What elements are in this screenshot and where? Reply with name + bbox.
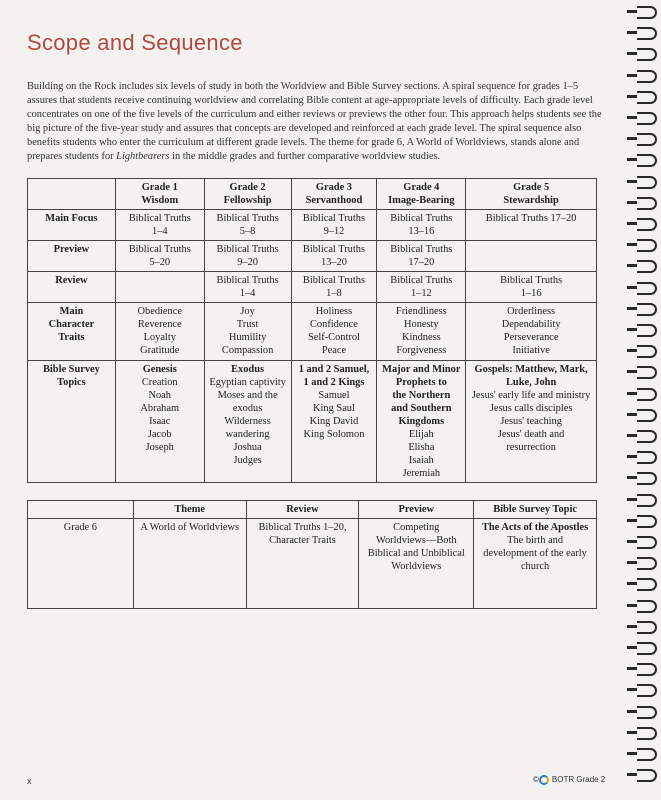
intro-italic-title: Lightbearers xyxy=(116,150,170,162)
binding-ring xyxy=(637,600,657,613)
table-cell: Gospels: Matthew, Mark, Luke, John Jesus' early life and ministry Jesus calls disciples Jesus' teaching Jesus' death and resurrection xyxy=(466,361,597,483)
grade-header: Grade 1 Wisdom xyxy=(115,179,204,210)
spiral-binding xyxy=(625,0,661,800)
table-cell: Friendliness Honesty Kindness Forgiveness xyxy=(377,303,466,361)
binding-ring xyxy=(637,6,657,19)
table-cell: Biblical Truths 1–12 xyxy=(377,272,466,303)
copyright-symbol: © xyxy=(533,775,539,785)
intro-text-b: in the middle grades and further comparative worldview studies. xyxy=(169,150,441,162)
binding-ring xyxy=(637,176,657,189)
grades-header-row xyxy=(28,179,597,210)
publisher-logo-icon xyxy=(539,775,549,785)
binding-ring xyxy=(637,451,657,464)
grade6-header-row xyxy=(28,501,597,519)
grade-header: Grade 5 Stewardship xyxy=(466,179,597,210)
table-cell: 1 and 2 Samuel, 1 and 2 Kings Samuel King Saul King David King Solomon xyxy=(291,361,377,483)
binding-ring xyxy=(637,748,657,761)
table-cell: Holiness Confidence Self-Control Peace xyxy=(291,303,377,361)
row-header: Preview xyxy=(28,241,116,272)
binding-ring xyxy=(637,515,657,528)
table-cell: The Acts of the Apostles The birth and development of the early church xyxy=(474,519,597,609)
binding-ring xyxy=(637,769,657,782)
table-cell: Orderliness Dependability Perseverance Initiative xyxy=(466,303,597,361)
table-cell: Exodus Egyptian captivity Moses and the exodus Wilderness wandering Joshua Judges xyxy=(204,361,291,483)
binding-ring xyxy=(637,324,657,337)
binding-ring xyxy=(637,70,657,83)
column-header: Bible Survey Topic xyxy=(474,501,597,519)
binding-ring xyxy=(637,218,657,231)
binding-ring xyxy=(637,557,657,570)
column-header: Preview xyxy=(359,501,474,519)
binding-ring xyxy=(637,388,657,401)
table-cell: Biblical Truths 1–16 xyxy=(466,272,597,303)
table-cell: Major and Minor Prophets to the Northern and Southern Kingdoms Elijah Elisha Isaiah Jeremiah xyxy=(377,361,466,483)
footer-publisher xyxy=(533,775,605,785)
binding-ring xyxy=(637,27,657,40)
corner-cell xyxy=(28,179,116,210)
table-cell: Biblical Truths 13–16 xyxy=(377,210,466,241)
table-cell: Joy Trust Humility Compassion xyxy=(204,303,291,361)
binding-ring xyxy=(637,260,657,273)
binding-ring xyxy=(637,494,657,507)
table-cell: Biblical Truths 1–4 xyxy=(115,210,204,241)
binding-ring xyxy=(637,197,657,210)
binding-ring xyxy=(637,91,657,104)
binding-ring xyxy=(637,133,657,146)
table-row xyxy=(28,210,597,241)
binding-ring xyxy=(637,663,657,676)
page-title: Scope and Sequence xyxy=(27,30,243,55)
table-row xyxy=(28,303,597,361)
table-cell: Biblical Truths 17–20 xyxy=(466,210,597,241)
binding-ring xyxy=(637,430,657,443)
binding-ring xyxy=(637,727,657,740)
column-header: Theme xyxy=(133,501,246,519)
table-row xyxy=(28,361,597,483)
scope-sequence-table xyxy=(27,178,597,483)
page-number: x xyxy=(27,776,32,786)
table-cell: Biblical Truths 9–12 xyxy=(291,210,377,241)
table-cell: Biblical Truths 1–4 xyxy=(204,272,291,303)
binding-ring xyxy=(637,536,657,549)
table-cell: Biblical Truths 1–20, Character Traits xyxy=(246,519,359,609)
binding-ring xyxy=(637,303,657,316)
table-cell: A World of Worldviews xyxy=(133,519,246,609)
table-cell: Obedience Reverence Loyalty Gratitude xyxy=(115,303,204,361)
row-header: Main Character Traits xyxy=(28,303,116,361)
row-header: Main Focus xyxy=(28,210,116,241)
row-header: Grade 6 xyxy=(28,519,134,609)
publisher-mark: BOTR Grade 2 xyxy=(551,775,606,785)
grade-header: Grade 3 Servanthood xyxy=(291,179,377,210)
table-cell: Competing Worldviews—Both Biblical and Unbiblical Worldviews xyxy=(359,519,474,609)
table-cell: Biblical Truths 1–8 xyxy=(291,272,377,303)
corner-cell xyxy=(28,501,134,519)
table-cell: Biblical Truths 13–20 xyxy=(291,241,377,272)
table-cell: Biblical Truths 5–20 xyxy=(115,241,204,272)
binding-ring xyxy=(637,154,657,167)
table-cell: Biblical Truths 9–20 xyxy=(204,241,291,272)
row-header: Bible Survey Topics xyxy=(28,361,116,483)
binding-ring xyxy=(637,472,657,485)
binding-ring xyxy=(637,684,657,697)
table-cell: Biblical Truths 17–20 xyxy=(377,241,466,272)
grade6-table xyxy=(27,500,597,609)
binding-ring xyxy=(637,366,657,379)
binding-ring xyxy=(637,642,657,655)
row-header: Review xyxy=(28,272,116,303)
binding-ring xyxy=(637,578,657,591)
table-cell xyxy=(115,272,204,303)
table-cell: Biblical Truths 5–8 xyxy=(204,210,291,241)
binding-ring xyxy=(637,345,657,358)
intro-paragraph xyxy=(27,80,609,163)
intro-text-a: Building on the Rock includes six levels of study in both the Worldview and Bible Survey sections. A spiral sequence for grades 1–5 assures that students receive continuing worldview and correlating Bible content at age-appropriate levels of difficulty. Each grade level concentrates on one of the five levels of the curriculum and either reviews or previews the other four. This approach helps students see the big picture of the five-year study and assures that concepts are developed and reinforced at each grade level. The spiral sequence also benefits students who enter the curriculum at different grade levels. The theme for grade 6, A World of Worldviews, stands alone and prepares students for xyxy=(27,81,602,162)
binding-ring xyxy=(637,239,657,252)
grade6-row xyxy=(28,519,597,609)
grade-header: Grade 2 Fellowship xyxy=(204,179,291,210)
table-cell xyxy=(466,241,597,272)
binding-ring xyxy=(637,621,657,634)
table-row xyxy=(28,272,597,303)
binding-ring xyxy=(637,48,657,61)
binding-ring xyxy=(637,112,657,125)
binding-ring xyxy=(637,409,657,422)
column-header: Review xyxy=(246,501,359,519)
binding-ring xyxy=(637,706,657,719)
grade-header: Grade 4 Image-Bearing xyxy=(377,179,466,210)
table-cell: Genesis Creation Noah Abraham Isaac Jacob Joseph xyxy=(115,361,204,483)
table-row xyxy=(28,241,597,272)
binding-ring xyxy=(637,282,657,295)
